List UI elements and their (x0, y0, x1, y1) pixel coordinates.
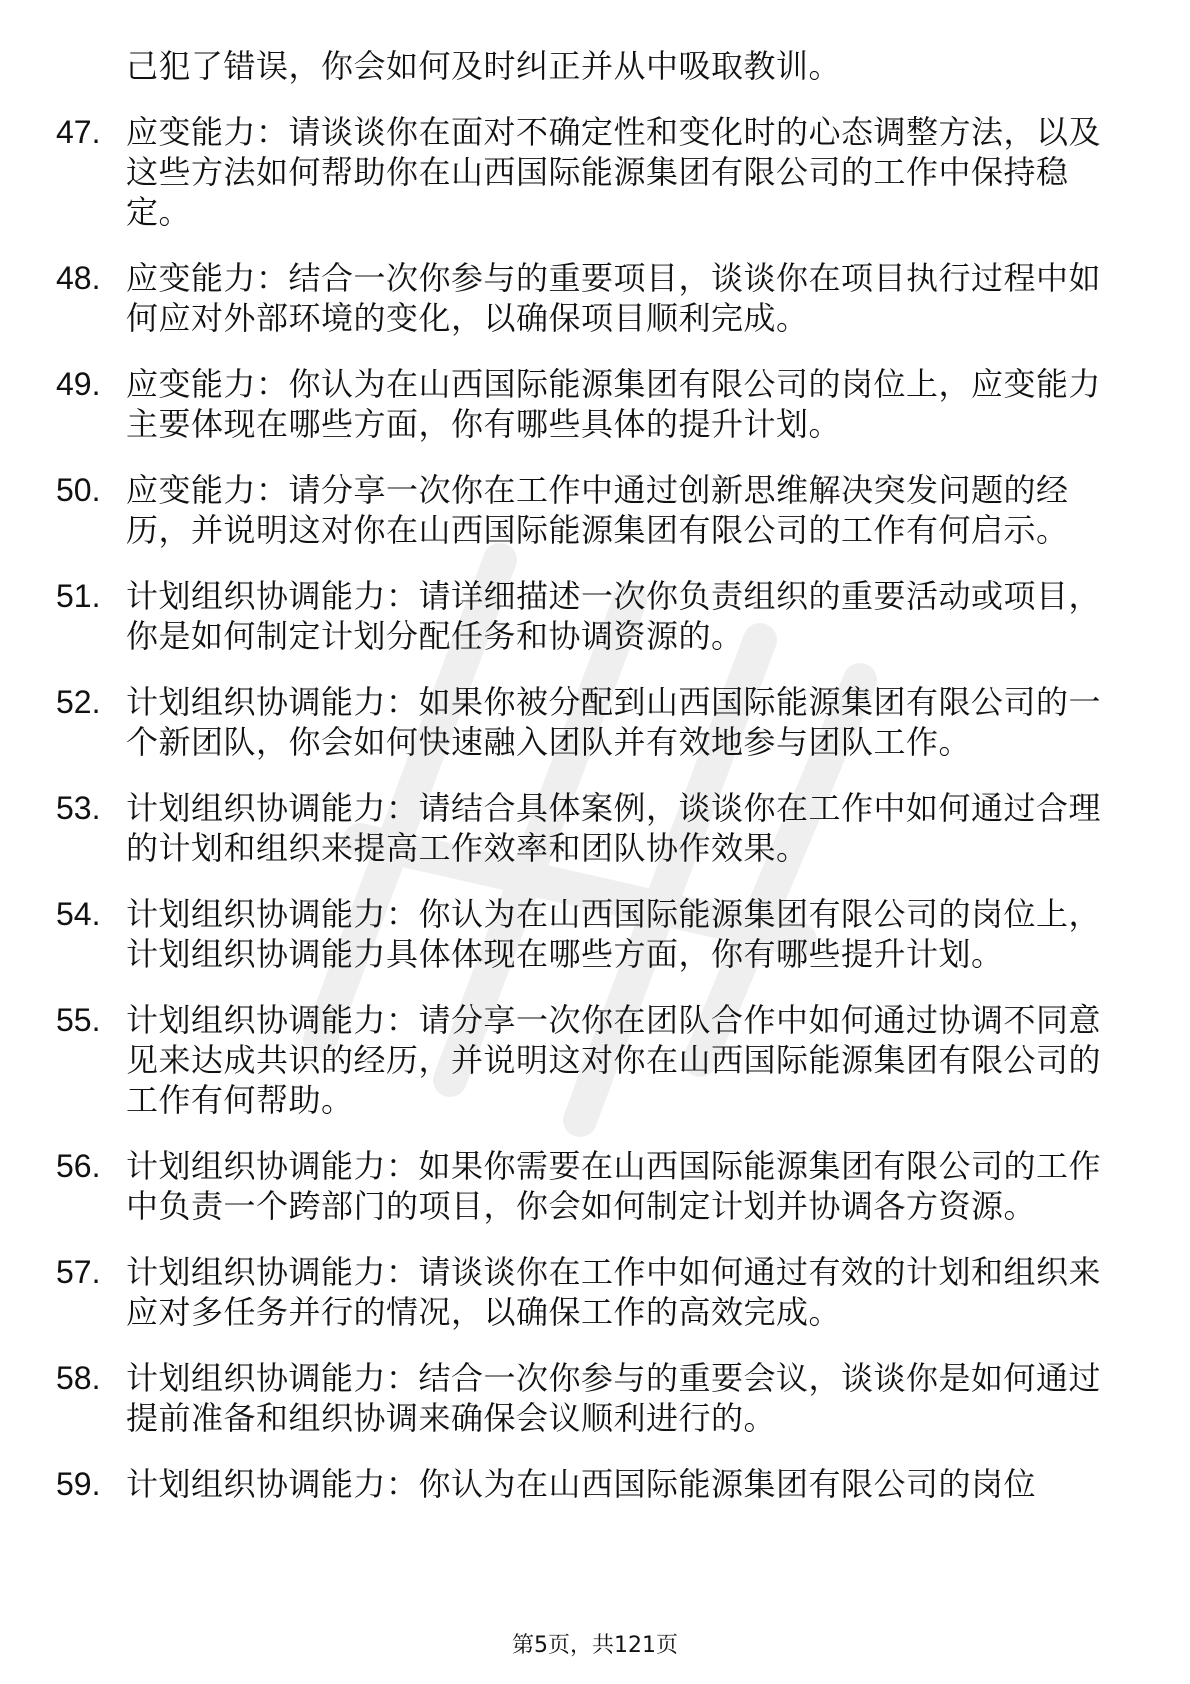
question-list (0, 46, 1190, 1530)
item-number: 56. (56, 1148, 101, 1184)
list-item (0, 576, 1190, 656)
page-number-footer: 第5页，共121页 (512, 1633, 678, 1658)
item-text: 计划组织协调能力：如果你被分配到山西国际能源集团有限公司的一个新团队，你会如何快速融入团队并有效地参与团队工作。 (126, 683, 1102, 761)
item-number: 51. (56, 578, 101, 614)
list-item (0, 1000, 1190, 1120)
item-number: 47. (56, 114, 101, 150)
item-number: 53. (56, 790, 101, 826)
list-item (0, 112, 1190, 232)
item-number: 50. (56, 472, 101, 508)
item-text: 计划组织协调能力：如果你需要在山西国际能源集团有限公司的工作中负责一个跨部门的项目，你会如何制定计划并协调各方资源。 (126, 1147, 1102, 1225)
item-text: 计划组织协调能力：请结合具体案例，谈谈你在工作中如何通过合理的计划和组织来提高工作效率和团队协作效果。 (126, 789, 1102, 867)
item-number: 59. (56, 1466, 101, 1502)
list-item (0, 258, 1190, 338)
list-item (0, 470, 1190, 550)
continued-text: 己犯了错误，你会如何及时纠正并从中吸取教训。 (126, 47, 842, 85)
item-text: 计划组织协调能力：请谈谈你在工作中如何通过有效的计划和组织来应对多任务并行的情况，以确保工作的高效完成。 (126, 1253, 1102, 1331)
list-item (0, 894, 1190, 974)
list-item (0, 1358, 1190, 1438)
item-text: 应变能力：请分享一次你在工作中通过创新思维解决突发问题的经历，并说明这对你在山西国际能源集团有限公司的工作有何启示。 (126, 471, 1069, 549)
list-item (0, 788, 1190, 868)
item-text: 计划组织协调能力：请分享一次你在团队合作中如何通过协调不同意见来达成共识的经历，并说明这对你在山西国际能源集团有限公司的工作有何帮助。 (126, 1001, 1102, 1119)
list-item (0, 1252, 1190, 1332)
item-number: 49. (56, 366, 101, 402)
item-number: 57. (56, 1254, 101, 1290)
item-number: 52. (56, 684, 101, 720)
item-text: 计划组织协调能力：结合一次你参与的重要会议，谈谈你是如何通过提前准备和组织协调来确保会议顺利进行的。 (126, 1359, 1102, 1437)
item-text: 应变能力：结合一次你参与的重要项目，谈谈你在项目执行过程中如何应对外部环境的变化，以确保项目顺利完成。 (126, 259, 1102, 337)
item-number: 58. (56, 1360, 101, 1396)
item-text: 计划组织协调能力：你认为在山西国际能源集团有限公司的岗位上，计划组织协调能力具体体现在哪些方面，你有哪些提升计划。 (126, 895, 1102, 973)
item-number: 55. (56, 1002, 101, 1038)
list-item (0, 364, 1190, 444)
item-text: 应变能力：请谈谈你在面对不确定性和变化时的心态调整方法，以及这些方法如何帮助你在山西国际能源集团有限公司的工作中保持稳定。 (126, 113, 1102, 231)
item-text: 计划组织协调能力：你认为在山西国际能源集团有限公司的岗位 (126, 1465, 1037, 1503)
list-item (0, 682, 1190, 762)
item-text: 计划组织协调能力：请详细描述一次你负责组织的重要活动或项目，你是如何制定计划分配任务和协调资源的。 (126, 577, 1102, 655)
item-number: 54. (56, 896, 101, 932)
list-item (0, 1146, 1190, 1226)
item-text: 应变能力：你认为在山西国际能源集团有限公司的岗位上，应变能力主要体现在哪些方面，你有哪些具体的提升计划。 (126, 365, 1102, 443)
item-number: 48. (56, 260, 101, 296)
list-item (0, 1464, 1190, 1504)
